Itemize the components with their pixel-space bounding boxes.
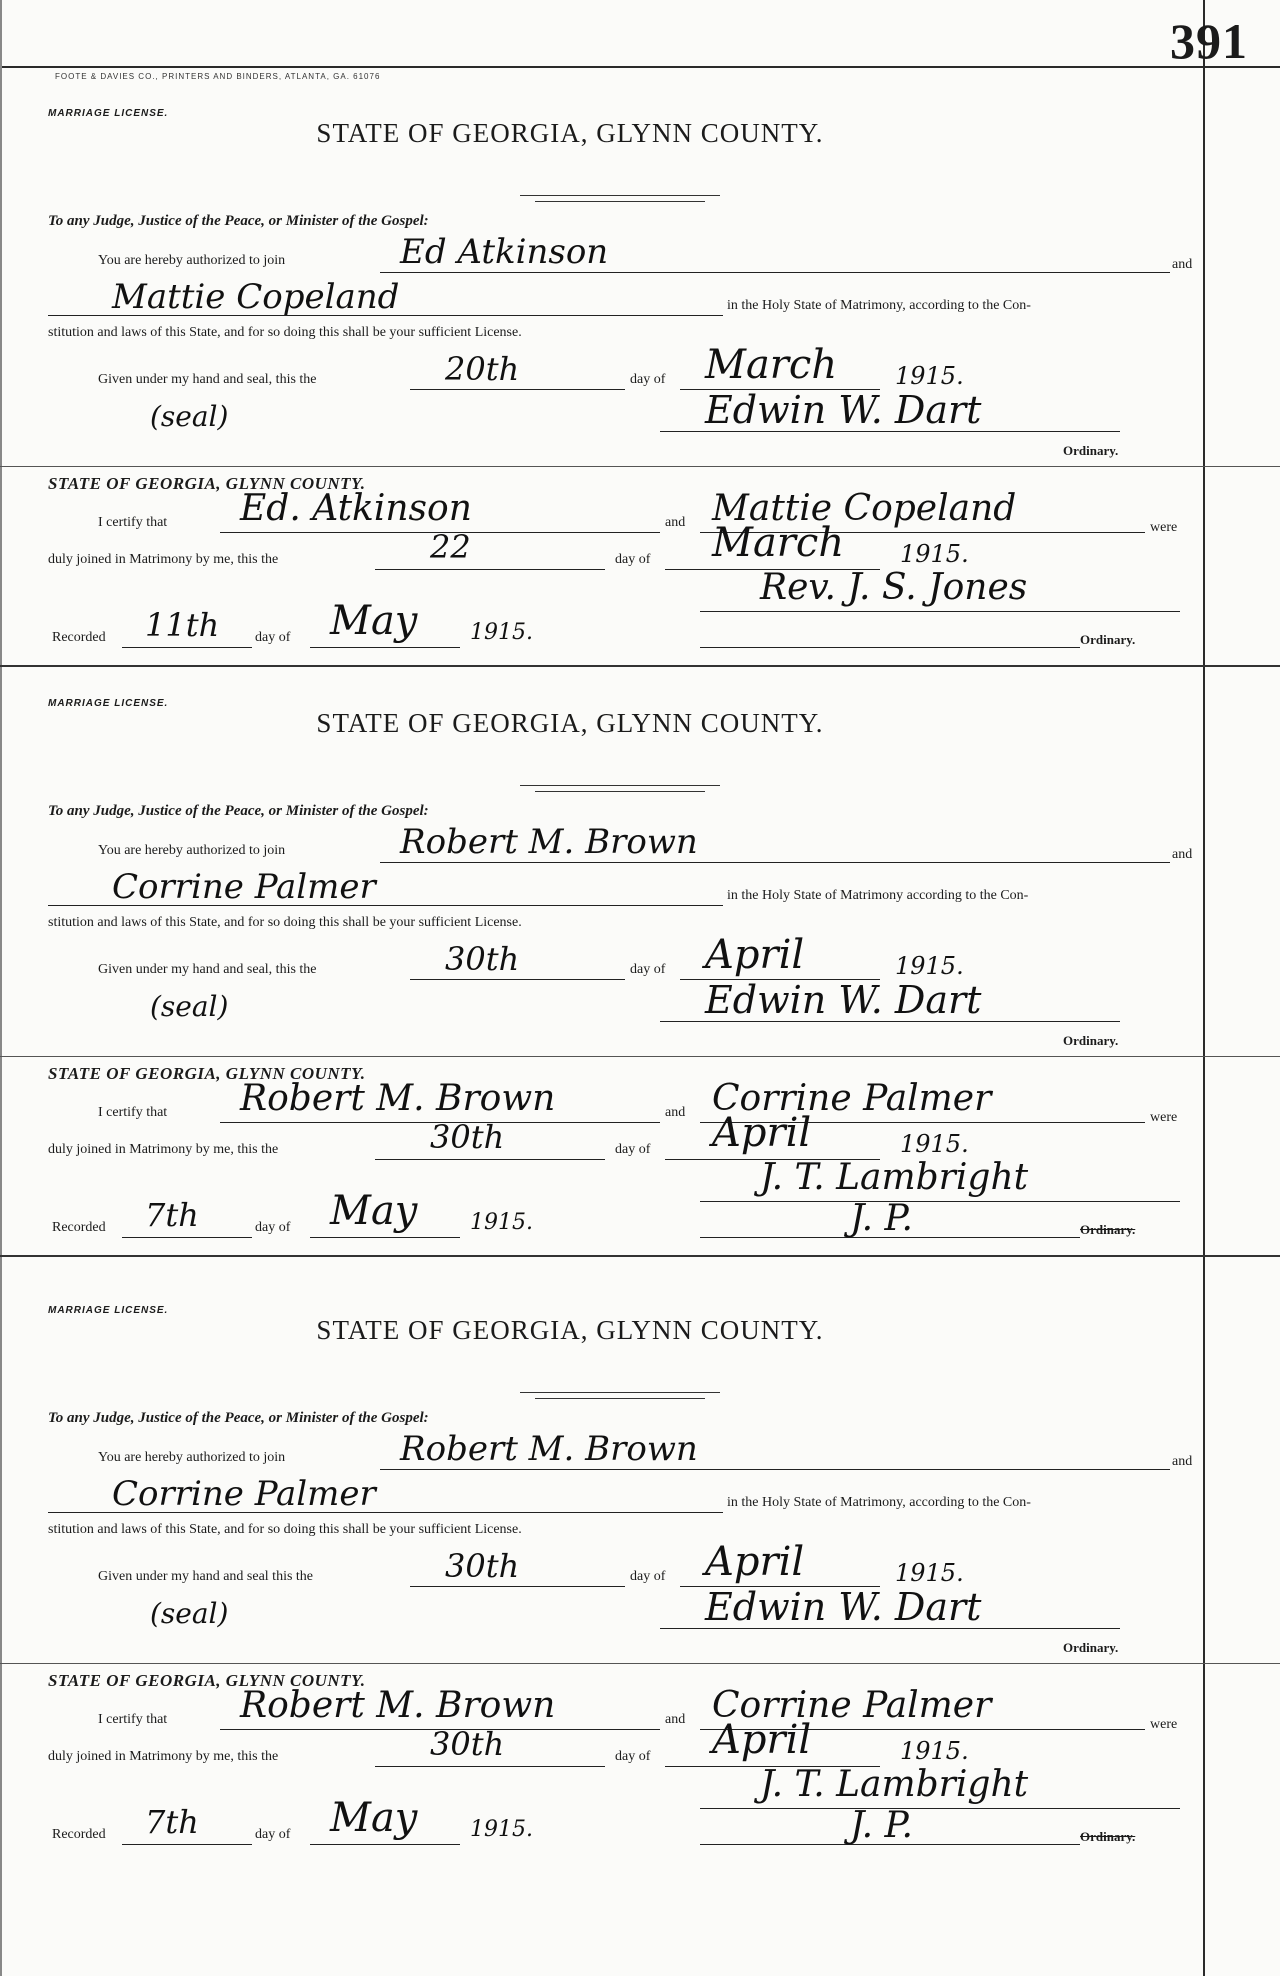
certificate-title: STATE OF GEORGIA, GLYNN COUNTY. xyxy=(48,1064,366,1083)
officiant-title: J. P. xyxy=(850,1805,913,1846)
right-margin-line xyxy=(1203,0,1205,1976)
recorded-day-line xyxy=(122,1843,252,1845)
married-month: March xyxy=(712,520,845,566)
recorded-year: 1915. xyxy=(470,1210,533,1235)
recorded-text: Recorded xyxy=(52,630,106,645)
record-separator xyxy=(0,665,1280,667)
recorded-text: Recorded xyxy=(52,1220,106,1235)
heading-rule-2 xyxy=(535,201,705,202)
married-day: 22 xyxy=(430,528,471,566)
license-label: MARRIAGE LICENSE. xyxy=(48,698,169,709)
cert-and-text: and xyxy=(665,1712,686,1727)
day-of-text: day of xyxy=(630,372,666,387)
license-day: 30th xyxy=(445,1547,520,1585)
heading-rule xyxy=(520,195,720,196)
license-month: April xyxy=(705,1539,805,1585)
ordinary-signature: Edwin W. Dart xyxy=(705,388,982,432)
given-text: Given under my hand and seal, this the xyxy=(98,372,317,387)
married-month: April xyxy=(712,1110,812,1156)
officiant-signature: J. T. Lambright xyxy=(760,1157,1029,1198)
ordinary-label: Ordinary. xyxy=(1063,1033,1119,1048)
license-heading: STATE OF GEORGIA, GLYNN COUNTY. xyxy=(316,708,824,738)
seal-mark: (seal) xyxy=(150,1597,229,1630)
groom-name: Ed Atkinson xyxy=(400,232,609,272)
record-separator xyxy=(0,1255,1280,1257)
joined-text: duly joined in Matrimony by me, this the xyxy=(48,1142,279,1157)
license-month: April xyxy=(705,932,805,978)
cert-groom: Robert M. Brown xyxy=(240,1078,556,1119)
license-year: 1915. xyxy=(895,952,964,980)
authorized-text: You are hereby authorized to join xyxy=(98,1450,286,1465)
cert-bride: Mattie Copeland xyxy=(712,488,1017,529)
constitution-text: stitution and laws of this State, and for so doing this shall be your sufficient License. xyxy=(48,915,522,930)
holy-state-text: in the Holy State of Matrimony according to the Con- xyxy=(727,888,1029,903)
recorded-month: May xyxy=(330,1188,418,1234)
recorded-day: 7th xyxy=(145,1196,199,1234)
license-label: MARRIAGE LICENSE. xyxy=(48,1305,169,1316)
officiant-line xyxy=(700,1807,1180,1809)
top-border xyxy=(0,66,1280,68)
were-text: were xyxy=(1150,520,1178,535)
license-month: March xyxy=(705,342,838,388)
married-year: 1915. xyxy=(900,540,969,568)
recorded-month-line xyxy=(310,1236,460,1238)
holy-state-text: in the Holy State of Matrimony, according to the Con- xyxy=(727,1495,1031,1510)
married-month: April xyxy=(712,1717,812,1763)
certificate-title: STATE OF GEORGIA, GLYNN COUNTY. xyxy=(48,474,366,493)
recorded-day-line xyxy=(122,1236,252,1238)
license-year: 1915. xyxy=(895,1559,964,1587)
cert-separator xyxy=(0,1663,1280,1664)
married-day-line xyxy=(375,1158,605,1160)
groom-name: Robert M. Brown xyxy=(400,1429,698,1469)
cert-day-of-text: day of xyxy=(615,1749,651,1764)
cert-separator xyxy=(0,1056,1280,1057)
cert-day-of-text: day of xyxy=(615,1142,651,1157)
page-number: 391 xyxy=(1170,13,1248,69)
officiant-line xyxy=(700,1200,1180,1202)
recorded-day-line xyxy=(122,646,252,648)
married-year: 1915. xyxy=(900,1737,969,1765)
day-of-text: day of xyxy=(630,1569,666,1584)
married-day-line xyxy=(375,1765,605,1767)
license-label: MARRIAGE LICENSE. xyxy=(48,108,169,119)
married-year: 1915. xyxy=(900,1130,969,1158)
constitution-text: stitution and laws of this State, and for so doing this shall be your sufficient License. xyxy=(48,1522,522,1537)
certificate-title: STATE OF GEORGIA, GLYNN COUNTY. xyxy=(48,1671,366,1690)
officiant-title: J. P. xyxy=(850,1198,913,1239)
license-heading: STATE OF GEORGIA, GLYNN COUNTY. xyxy=(316,1315,824,1345)
cert-groom: Ed. Atkinson xyxy=(240,488,472,529)
holy-state-text: in the Holy State of Matrimony, according to the Con- xyxy=(727,298,1031,313)
ordinary-signature: Edwin W. Dart xyxy=(705,1585,982,1629)
recorded-day-of-text: day of xyxy=(255,630,291,645)
and-text: and xyxy=(1172,257,1193,272)
bride-name: Mattie Copeland xyxy=(112,277,400,317)
married-day: 30th xyxy=(430,1118,505,1156)
recorded-day: 11th xyxy=(145,606,220,644)
ordinary-label: Ordinary. xyxy=(1063,443,1119,458)
cert-bride: Corrine Palmer xyxy=(712,1685,992,1726)
bride-name: Corrine Palmer xyxy=(112,1474,376,1514)
day-of-text: day of xyxy=(630,962,666,977)
joined-text: duly joined in Matrimony by me, this the xyxy=(48,1749,279,1764)
officiant-signature: Rev. J. S. Jones xyxy=(760,567,1028,608)
license-day-line xyxy=(410,978,625,980)
license-address: To any Judge, Justice of the Peace, or Minister of the Gospel: xyxy=(48,1410,429,1426)
ordinary-signature: Edwin W. Dart xyxy=(705,978,982,1022)
recorded-month-line xyxy=(310,1843,460,1845)
cert-bride: Corrine Palmer xyxy=(712,1078,992,1119)
printer-imprint: FOOTE & DAVIES CO., PRINTERS AND BINDERS, ATLANTA, GA. 61076 xyxy=(55,72,381,81)
license-day: 20th xyxy=(445,350,520,388)
license-day-line xyxy=(410,1585,625,1587)
cert-ordinary-label: Ordinary. xyxy=(1080,1829,1136,1844)
officiant-signature: J. T. Lambright xyxy=(760,1764,1029,1805)
cert-day-of-text: day of xyxy=(615,552,651,567)
bride-name: Corrine Palmer xyxy=(112,867,376,907)
recorded-sign-line xyxy=(700,646,1080,648)
heading-rule-2 xyxy=(535,1398,705,1399)
certify-text: I certify that xyxy=(98,1712,168,1727)
ordinary-label: Ordinary. xyxy=(1063,1640,1119,1655)
recorded-day: 7th xyxy=(145,1803,199,1841)
cert-groom: Robert M. Brown xyxy=(240,1685,556,1726)
license-day-line xyxy=(410,388,625,390)
cert-and-text: and xyxy=(665,515,686,530)
seal-mark: (seal) xyxy=(150,400,229,433)
authorized-text: You are hereby authorized to join xyxy=(98,843,286,858)
license-heading: STATE OF GEORGIA, GLYNN COUNTY. xyxy=(316,118,824,148)
cert-separator xyxy=(0,466,1280,467)
officiant-line xyxy=(700,610,1180,612)
recorded-day-of-text: day of xyxy=(255,1827,291,1842)
heading-rule xyxy=(520,1392,720,1393)
seal-mark: (seal) xyxy=(150,990,229,1023)
license-year: 1915. xyxy=(895,362,964,390)
recorded-month: May xyxy=(330,598,418,644)
license-day: 30th xyxy=(445,940,520,978)
heading-rule-2 xyxy=(535,791,705,792)
married-day-line xyxy=(375,568,605,570)
and-text: and xyxy=(1172,847,1193,862)
certify-text: I certify that xyxy=(98,515,168,530)
license-address: To any Judge, Justice of the Peace, or Minister of the Gospel: xyxy=(48,213,429,229)
heading-rule xyxy=(520,785,720,786)
married-day: 30th xyxy=(430,1725,505,1763)
certify-text: I certify that xyxy=(98,1105,168,1120)
constitution-text: stitution and laws of this State, and for so doing this shall be your sufficient License. xyxy=(48,325,522,340)
recorded-text: Recorded xyxy=(52,1827,106,1842)
and-text: and xyxy=(1172,1454,1193,1469)
given-text: Given under my hand and seal, this the xyxy=(98,962,317,977)
recorded-year: 1915. xyxy=(470,620,533,645)
left-margin-line xyxy=(0,0,2,1976)
were-text: were xyxy=(1150,1717,1178,1732)
recorded-month-line xyxy=(310,646,460,648)
license-address: To any Judge, Justice of the Peace, or Minister of the Gospel: xyxy=(48,803,429,819)
joined-text: duly joined in Matrimony by me, this the xyxy=(48,552,279,567)
cert-ordinary-label: Ordinary. xyxy=(1080,632,1136,647)
recorded-month: May xyxy=(330,1795,418,1841)
authorized-text: You are hereby authorized to join xyxy=(98,253,286,268)
recorded-day-of-text: day of xyxy=(255,1220,291,1235)
given-text: Given under my hand and seal this the xyxy=(98,1569,314,1584)
recorded-year: 1915. xyxy=(470,1817,533,1842)
cert-and-text: and xyxy=(665,1105,686,1120)
cert-ordinary-label: Ordinary. xyxy=(1080,1222,1136,1237)
groom-name: Robert M. Brown xyxy=(400,822,698,862)
were-text: were xyxy=(1150,1110,1178,1125)
